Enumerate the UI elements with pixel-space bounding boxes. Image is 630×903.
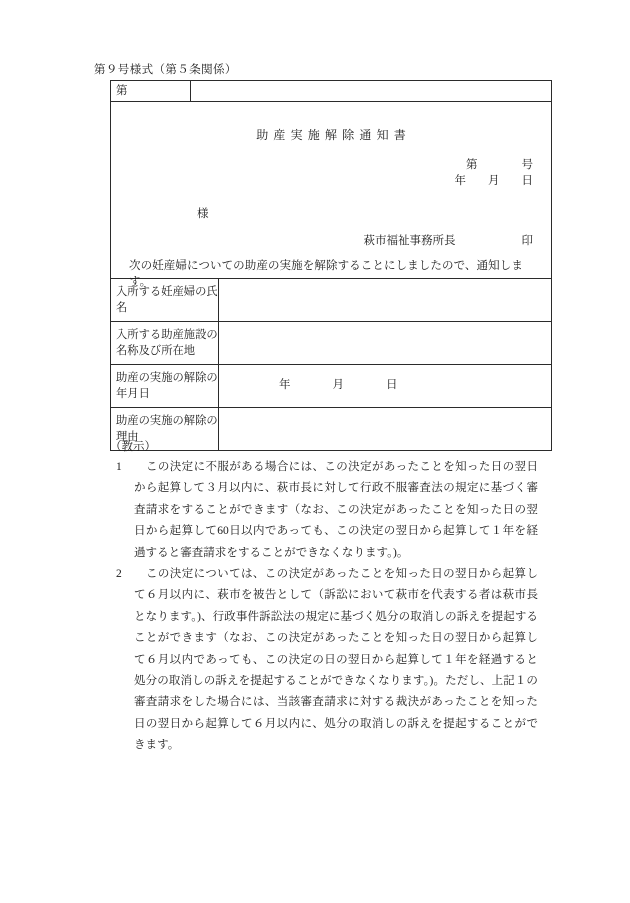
row-label-cancel-date: 助産の実施の解除の年月日 <box>111 365 219 407</box>
issue-date-day: 日 <box>521 175 533 187</box>
issue-date-line <box>455 172 534 188</box>
issue-number-prefix: 第 <box>466 159 478 171</box>
table-row <box>111 365 551 408</box>
instruction-text-2: この決定については、この決定があったことを知った日の翌日から起算して６月以内に、萩市を被告として（訴訟において萩市を代表する者は萩市長となります。)、行政事件訴訟法の規定に基づく処分の取消しの訴えを提起することができます（なお、この決定があったことを知った日の翌日から起算して６月以内であっても、この決定の日の翌日から起算して１年を経過すると処分の取消しの訴えを提起することができなくなります。)。ただし、上記１の審査請求をした場合には、当該審査請求に対する裁決があったことを知った日の翌日から起算して６月以内に、処分の取消しの訴えを提起することができます。 <box>134 568 538 752</box>
row-label-facility: 入所する助産施設の名称及び所在地 <box>111 322 219 364</box>
seal-mark-icon: 印 <box>521 235 533 247</box>
instruction-item-1 <box>110 457 538 564</box>
table-row <box>111 322 551 365</box>
notice-statement: 次の妊産婦についての助産の実施を解除することにしましたので、通知します。 <box>129 260 523 288</box>
issuer-line <box>111 232 533 248</box>
cancel-date-day: 日 <box>386 379 398 391</box>
issue-number-line <box>466 156 533 172</box>
notification-form-frame <box>110 80 552 451</box>
addressee-honorific: 様 <box>197 208 209 220</box>
row-value-facility[interactable] <box>219 322 551 364</box>
issue-date-year: 年 <box>454 175 466 187</box>
document-number-box: 第 <box>111 81 191 101</box>
instruction-item-2 <box>110 564 538 757</box>
form-number-line: 第９号様式（第５条関係） <box>94 64 237 76</box>
row-value-cancel-date[interactable] <box>219 365 551 407</box>
cancel-date-month: 月 <box>332 379 344 391</box>
issuer-name: 萩市福祉事務所長 <box>363 235 456 247</box>
instructions-section <box>110 438 538 757</box>
document-title: 助産実施解除通知書 <box>256 128 411 142</box>
letter-header-area <box>111 102 551 288</box>
issue-date-month: 月 <box>488 175 500 187</box>
instruction-number-1: 1 <box>116 461 122 473</box>
instruction-text-1: この決定に不服がある場合には、この決定があったことを知った日の翌日から起算して３月以内に、萩市長に対して行政不服審査法の規定に基づく審査請求をすることができます（なお、この決定があったことを知った日の翌日から起算して60日以内であっても、この決定の翌日から起算して１年を経過すると審査請求をすることができなくなります。)。 <box>134 461 538 559</box>
instruction-number-2: 2 <box>116 568 122 581</box>
instructions-heading: （教示） <box>110 441 156 453</box>
row-label-reason: 助産の実施の解除の理由 <box>111 408 219 450</box>
cancel-date-year: 年 <box>279 379 291 391</box>
issue-number-suffix: 号 <box>521 159 533 171</box>
document-number-row <box>111 81 551 102</box>
row-label-name: 入所する妊産婦の氏名 <box>111 279 219 321</box>
